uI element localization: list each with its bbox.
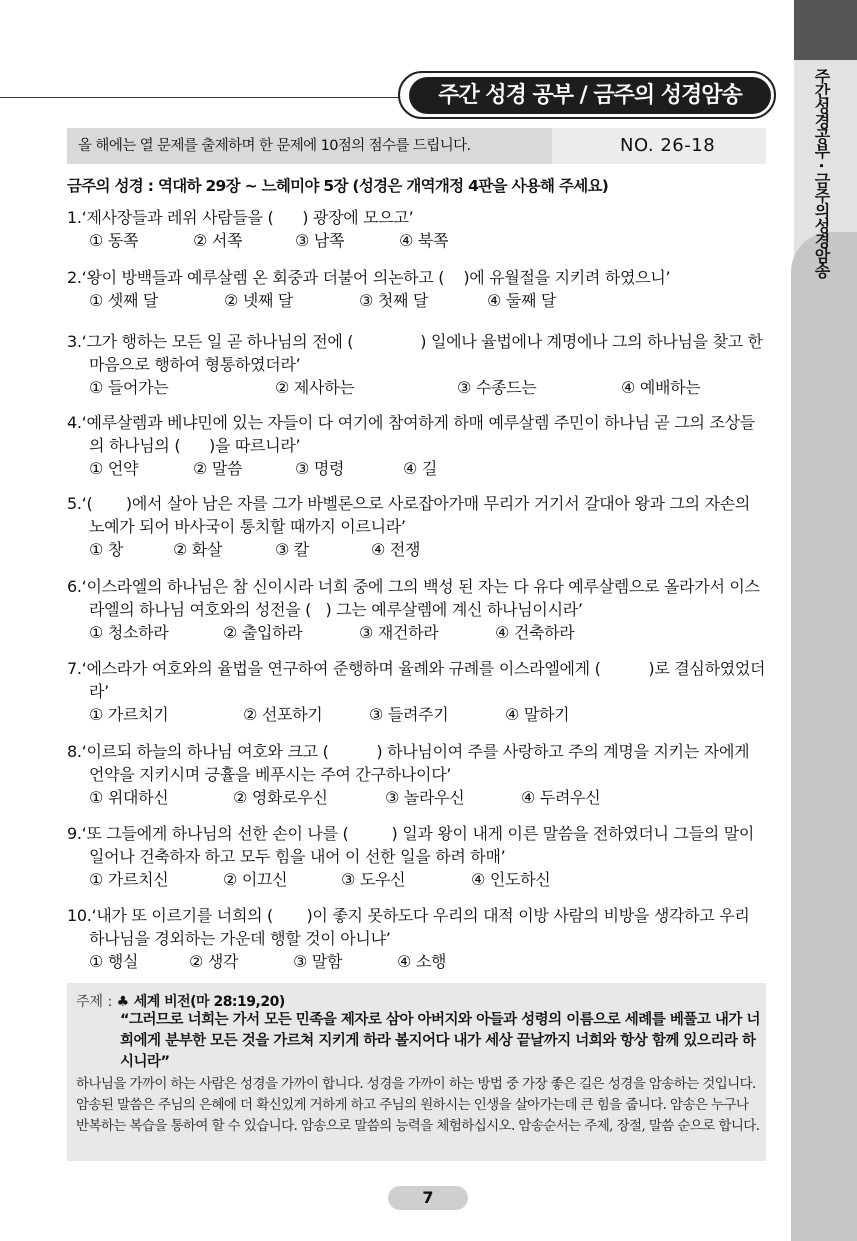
- page-title: 주간 성경 공부 / 금주의 성경암송: [409, 77, 771, 114]
- theme-verse: “그러므로 너희는 가서 모든 민족을 제자로 삼아 아버지와 아들과 성령의 이름으로 세례를 베풀고 내가 너희에게 분부한 모든 것을 가르쳐 지키게 하라 볼지어다 내가 세상 끝날까지 너희와 항상 함께 있으리라 하시니라”: [120, 1012, 760, 1070]
- question-body: ‘이르되 하늘의 하나님 여호와 크고 ( ) 하나님이여 주를 사랑하고 주의 계명을 지키는 자에게 언약을 지키시며 긍휼을 베푸시는 주여 간구하나이다’: [81, 742, 750, 784]
- answer-option: ④ 둘째 달: [487, 291, 557, 310]
- question-text: [67, 740, 767, 786]
- answer-option: ② 화살: [173, 540, 223, 559]
- header-rule: [0, 97, 400, 98]
- answer-option: ② 출입하라: [223, 623, 303, 642]
- side-tab-label: 주간성경공부 · 금주의성경암송: [812, 68, 831, 278]
- question-body: ‘왕이 방백들과 예루살렘 온 회중과 더불어 의논하고 ( )에 유월절을 지키려 하였으니’: [81, 268, 671, 287]
- answer-option: ② 이끄신: [223, 870, 288, 889]
- notice-text: 올 해에는 열 문제를 출제하며 한 문제에 10점의 점수를 드립니다.: [78, 138, 471, 154]
- answer-options: [67, 703, 767, 726]
- answer-option: ③ 남쪽: [295, 231, 345, 250]
- answer-option: ① 청소하라: [89, 623, 169, 642]
- question-body: ‘예루살렘과 베냐민에 있는 자들이 다 여기에 참여하게 하매 예루살렘 주민이 하나님 곧 그의 조상들의 하나님의 ( )을 따르니라’: [81, 413, 755, 455]
- theme-heading: [76, 991, 285, 1011]
- answer-options: [67, 950, 767, 973]
- question-6: [67, 575, 767, 644]
- answer-option: ③ 들려주기: [369, 705, 449, 724]
- question-2: [67, 266, 767, 312]
- answer-option: ② 넷째 달: [224, 291, 294, 310]
- answer-option: ④ 예배하는: [621, 378, 701, 397]
- question-number: 7.: [67, 659, 82, 678]
- answer-options: [67, 868, 767, 891]
- question-body: ‘제사장들과 레위 사람들을 ( ) 광장에 모으고’: [81, 208, 414, 227]
- question-10: [67, 904, 767, 973]
- question-body: ‘내가 또 이르기를 너희의 ( )이 좋지 못하도다 우리의 대적 이방 사람의 비방을 생각하고 우리 하나님을 경외하는 가운데 행할 것이 아니냐’: [89, 906, 750, 948]
- answer-option: ③ 말함: [293, 952, 343, 971]
- question-7: [67, 657, 767, 726]
- issue-number: NO. 26-18: [620, 135, 716, 156]
- answer-option: ④ 전쟁: [371, 540, 421, 559]
- answer-option: ① 동쪽: [89, 231, 139, 250]
- answer-option: ② 생각: [189, 952, 239, 971]
- question-8: [67, 740, 767, 809]
- question-text: [67, 330, 767, 376]
- answer-option: ④ 인도하신: [471, 870, 551, 889]
- question-number: 2.: [67, 268, 82, 287]
- question-body: ‘그가 행하는 모든 일 곧 하나님의 전에 ( ) 일에나 율법에나 계명에나 그의 하나님을 찾고 한 마음으로 행하여 형통하였더라’: [81, 332, 763, 374]
- answer-option: ② 선포하기: [243, 705, 323, 724]
- side-tab-header: [794, 0, 857, 60]
- question-9: [67, 822, 767, 891]
- answer-option: ① 행실: [89, 952, 139, 971]
- answer-option: ① 위대하신: [89, 788, 169, 807]
- answer-option: ② 제사하는: [275, 378, 355, 397]
- answer-options: [67, 457, 767, 480]
- question-text: [67, 822, 767, 868]
- question-4: [67, 411, 767, 480]
- question-number: 8.: [67, 742, 82, 761]
- question-number: 1.: [67, 208, 82, 227]
- answer-option: ④ 건축하라: [495, 623, 575, 642]
- question-number: 3.: [67, 332, 82, 351]
- question-3: [67, 330, 767, 399]
- answer-options: [67, 229, 767, 252]
- question-number: 6.: [67, 577, 82, 596]
- question-text: [67, 411, 767, 457]
- answer-option: ③ 도우신: [341, 870, 406, 889]
- answer-options: [67, 621, 767, 644]
- question-number: 4.: [67, 413, 82, 432]
- answer-option: ① 들어가는: [89, 378, 169, 397]
- answer-options: [67, 289, 767, 312]
- question-body: ‘( )에서 살아 남은 자를 그가 바벨론으로 사로잡아가매 무리가 거기서 갈대아 왕과 그의 자손의 노예가 되어 바사국이 통치할 때까지 이르니라’: [81, 494, 751, 536]
- question-text: [67, 904, 767, 950]
- question-body: ‘또 그들에게 하나님의 선한 손이 나를 ( ) 일과 왕이 내게 이른 말씀을 전하였더니 그들의 말이 일어나 건축하자 하고 모두 힘을 내어 이 선한 일을 하려 하매’: [81, 824, 755, 866]
- answer-option: ④ 소행: [397, 952, 447, 971]
- answer-option: ① 가르치기: [89, 705, 169, 724]
- answer-options: [67, 376, 767, 399]
- theme-label: 주제 :: [76, 994, 113, 1010]
- side-tab-accent: [791, 232, 857, 1241]
- answer-option: ③ 명령: [295, 459, 345, 478]
- question-1: [67, 206, 767, 252]
- question-body: ‘이스라엘의 하나님은 참 신이시라 너희 중에 그의 백성 된 자는 다 유다 예루살렘으로 올라가서 이스라엘의 하나님 여호와의 성전을 ( ) 그는 예루살렘에 계신 하나님이시라’: [81, 577, 760, 619]
- question-body: ‘에스라가 여호와의 율법을 연구하여 준행하며 율례와 규례를 이스라엘에게 ( )로 결심하였었더라’: [81, 659, 766, 701]
- scripture-range: 금주의 성경 : 역대하 29장 ~ 느헤미야 5장 (성경은 개역개정 4판을 사용해 주세요): [67, 177, 609, 195]
- answer-option: ① 가르치신: [89, 870, 169, 889]
- answer-option: ④ 길: [403, 459, 437, 478]
- question-number: 5.: [67, 494, 82, 513]
- answer-options: [67, 786, 767, 809]
- question-text: [67, 575, 767, 621]
- theme-title: 세계 비전(마 28:19,20): [133, 994, 285, 1010]
- answer-option: ① 셋째 달: [89, 291, 159, 310]
- answer-option: ③ 수종드는: [457, 378, 537, 397]
- answer-option: ① 창: [89, 540, 123, 559]
- answer-option: ③ 놀라우신: [385, 788, 465, 807]
- question-text: [67, 206, 767, 229]
- question-5: [67, 492, 767, 561]
- question-text: [67, 492, 767, 538]
- answer-option: ④ 북쪽: [399, 231, 449, 250]
- answer-option: ② 영화로우신: [233, 788, 328, 807]
- question-text: [67, 266, 767, 289]
- answer-option: ④ 두려우신: [521, 788, 601, 807]
- answer-option: ① 언약: [89, 459, 139, 478]
- answer-option: ③ 첫째 달: [359, 291, 429, 310]
- question-number: 9.: [67, 824, 82, 843]
- page-number: 7: [388, 1186, 468, 1210]
- question-number: 10.: [67, 906, 92, 925]
- answer-option: ③ 칼: [275, 540, 309, 559]
- answer-option: ② 말씀: [193, 459, 243, 478]
- answer-option: ③ 재건하라: [359, 623, 439, 642]
- question-text: [67, 657, 767, 703]
- club-icon: ♣: [116, 994, 130, 1010]
- theme-description: 하나님을 가까이 하는 사람은 성경을 가까이 합니다. 성경을 가까이 하는 방법 중 가장 좋은 길은 성경을 암송하는 것입니다. 암송된 말씀은 주님의 은혜에 더 확신있게 거하게 하고 주님의 원하시는 인생을 살아가는데 큰 힘을 줍니다. 암송은 누구나 반복하는 복습을 통하여 할 수 있습니다. 암송으로 말씀의 능력을 체험하십시오. 암송순서는 주제, 장절, 말씀 순으로 합니다.: [76, 1076, 760, 1134]
- answer-option: ④ 말하기: [505, 705, 570, 724]
- answer-options: [67, 538, 767, 561]
- answer-option: ② 서쪽: [193, 231, 243, 250]
